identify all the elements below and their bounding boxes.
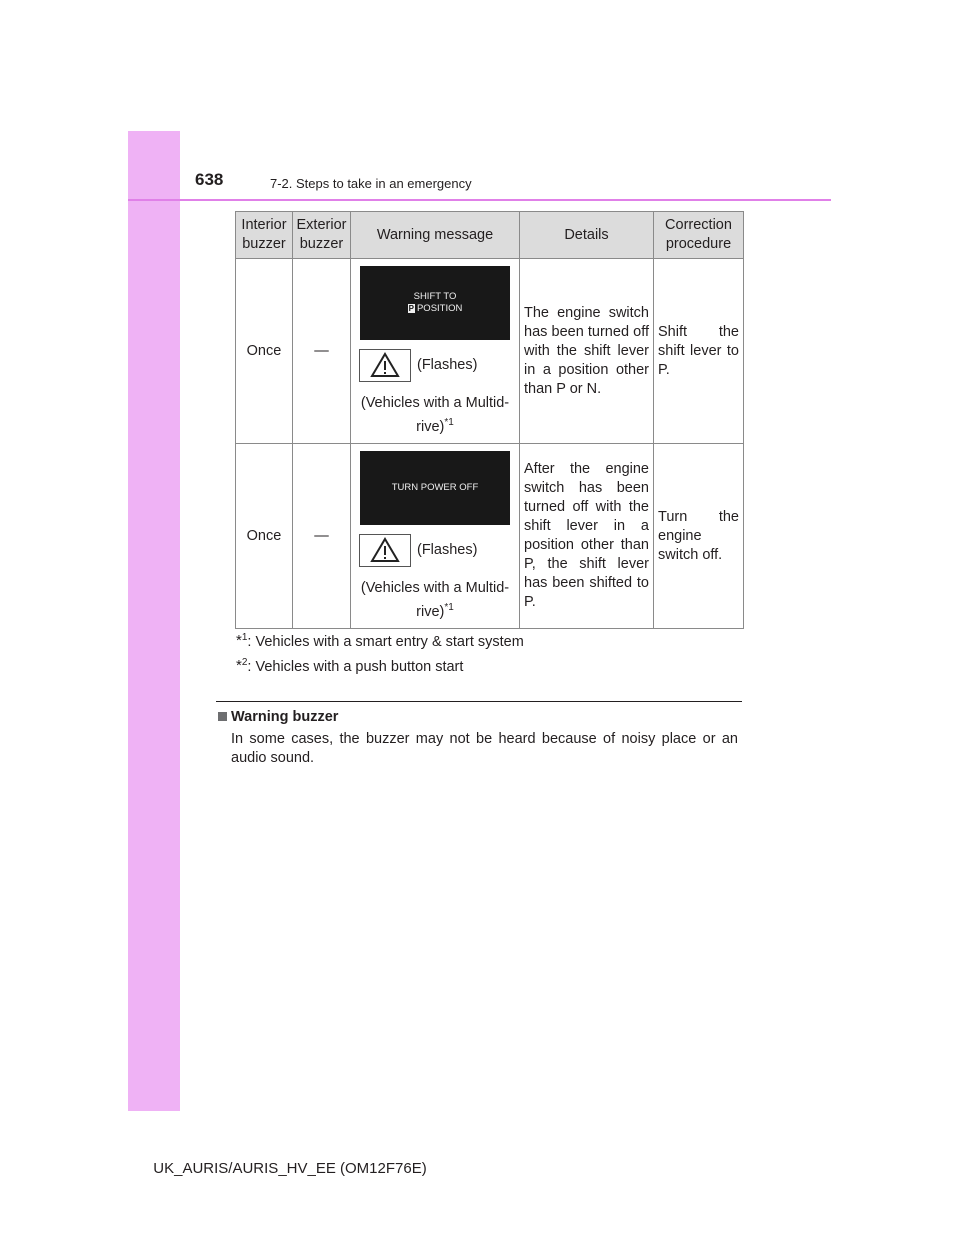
warning-table xyxy=(235,211,744,629)
footnote-ref: *1 xyxy=(444,416,454,428)
vehicles-note: (Vehicles with a Multid-rive)$^{*1}$ xyxy=(360,394,510,435)
footnote-ref: *1 xyxy=(444,601,454,613)
exterior-buzzer-cell: — xyxy=(293,444,351,629)
square-bullet-icon xyxy=(218,712,227,721)
display-screen xyxy=(360,451,510,525)
p-position-icon: P xyxy=(408,303,414,313)
header-rule xyxy=(128,199,831,201)
details-cell: The engine switch has been turned off with the shift lever in a position other than P or N. xyxy=(520,259,654,444)
correction-cell: Shift the shift lever to P. xyxy=(654,259,744,444)
table-header-row xyxy=(236,212,744,259)
document-code: UK_AURIS/AURIS_HV_EE (OM12F76E) xyxy=(153,1160,427,1177)
warning-triangle-icon xyxy=(359,349,411,382)
col-warning-message: Warning message xyxy=(351,212,520,259)
page-number: 638 xyxy=(195,170,224,189)
display-text-line2: P POSITION xyxy=(408,302,463,314)
display-text-line1: SHIFT TO xyxy=(413,290,457,302)
col-details: Details xyxy=(520,212,654,259)
col-correction-procedure: Correction procedure xyxy=(654,212,744,259)
details-cell: After the engine switch has been turned off with the shift lever in a position other than P, the shift lever has been shifted to P. xyxy=(520,444,654,629)
vehicles-note: (Vehicles with a Multid-rive)$^{*1}$ xyxy=(360,579,510,620)
display-screen xyxy=(360,266,510,340)
section-title: 7-2. Steps to take in an emergency xyxy=(270,176,472,191)
warning-message-cell xyxy=(351,259,520,444)
footnote-2: *$^2$: Vehicles with a push button start xyxy=(236,657,464,675)
side-tab xyxy=(128,131,180,1111)
table-row xyxy=(236,259,744,444)
warning-message-cell xyxy=(351,444,520,629)
exterior-buzzer-cell: — xyxy=(293,259,351,444)
col-exterior-buzzer: Exterior buzzer xyxy=(293,212,351,259)
warning-indicator xyxy=(359,534,511,567)
warning-indicator xyxy=(359,349,511,382)
flash-label: (Flashes) xyxy=(417,542,478,559)
interior-buzzer-cell: Once xyxy=(236,444,293,629)
interior-buzzer-cell: Once xyxy=(236,259,293,444)
warning-triangle-icon xyxy=(359,534,411,567)
section-divider xyxy=(216,701,742,702)
display-text-line1: TURN POWER OFF xyxy=(391,481,479,493)
col-interior-buzzer: Interior buzzer xyxy=(236,212,293,259)
warning-buzzer-text: In some cases, the buzzer may not be heard because of noisy place or an audio sound. xyxy=(231,731,738,766)
flash-label: (Flashes) xyxy=(417,357,478,374)
correction-cell: Turn the engine switch off. xyxy=(654,444,744,629)
footnote-1: *$^1$: Vehicles with a smart entry & start system xyxy=(236,632,524,650)
table-row xyxy=(236,444,744,629)
warning-buzzer-heading: Warning buzzer xyxy=(218,709,338,725)
